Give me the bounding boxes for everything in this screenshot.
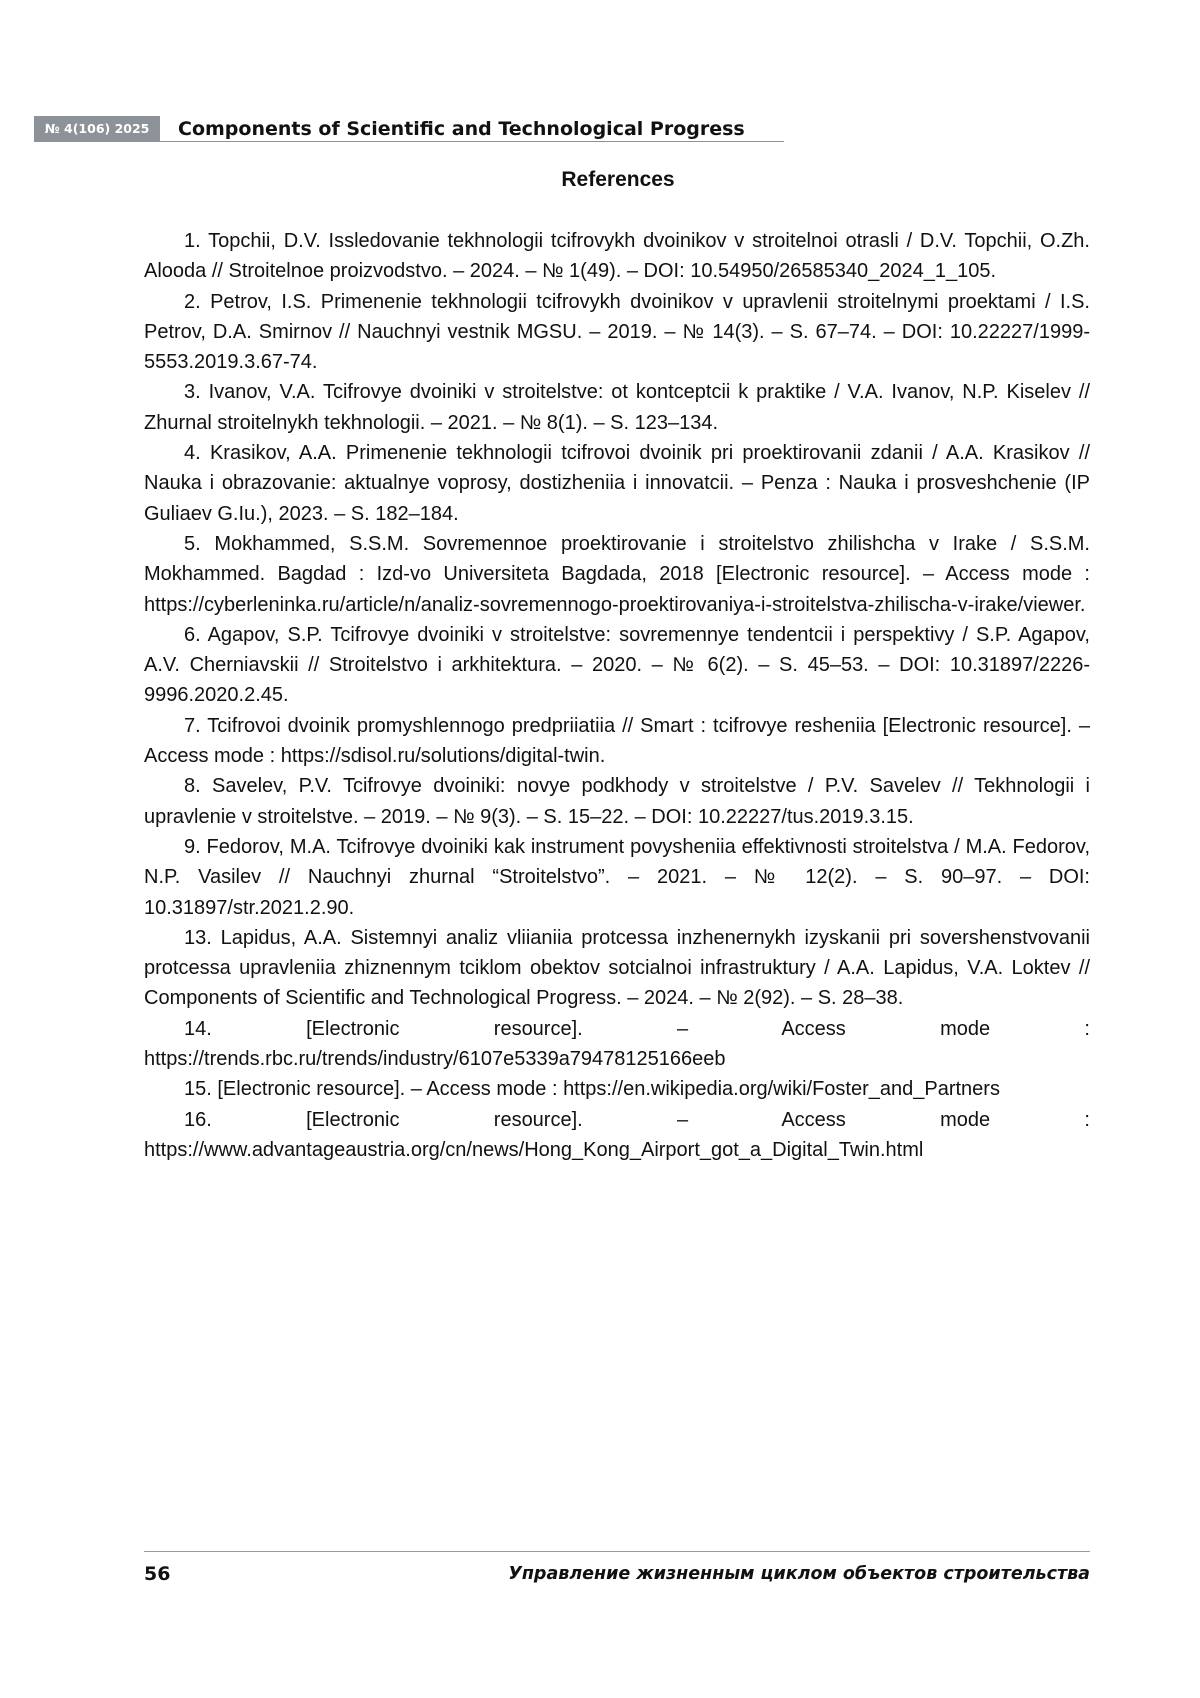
section-title: References — [561, 168, 675, 191]
reference-item: 8. Savelev, P.V. Tcifrovye dvoiniki: novye podkhody v stroitelstve / P.V. Savelev // Tekhnologii i upravlenie v stroitelstve. – 2019. – № 9(3). – S. 15–22. – DOI: 10.22227/tus.2019.3.15. — [144, 775, 1090, 828]
footer-title: Управление жизненным циклом объектов строительства — [508, 1564, 1090, 1584]
issue-badge: № 4(106) 2025 — [34, 116, 160, 142]
page-number: 56 — [144, 1563, 171, 1585]
running-header — [34, 116, 784, 142]
footer-rule — [144, 1551, 1090, 1552]
reference-item: 13. Lapidus, A.A. Sistemnyi analiz vliianiia protcessa inzhenernykh izyskanii pri sovershenstvovanii protcessa upravleniia zhiznennym tciklom obektov sotcialnoi infrastruktury / A.A. Lapidus, V.A. Loktev // Components of Scientific and Technological Progress. – 2024. – № 2(92). – S. 28–38. — [144, 926, 1090, 1010]
reference-item: 1. Topchii, D.V. Issledovanie tekhnologii tcifrovykh dvoinikov v stroitelnoi otrasli / D.V. Topchii, O.Zh. Alooda // Stroitelnoe proizvodstvo. – 2024. – № 1(49). – DOI: 10.54950/26585340_2024_1_105. — [144, 230, 1090, 283]
reference-item: 15. [Electronic resource]. – Access mode : https://en.wikipedia.org/wiki/Foster_and_Partners — [184, 1078, 1000, 1101]
reference-item: 6. Agapov, S.P. Tcifrovye dvoiniki v stroitelstve: sovremennye tendentcii i perspektivy / S.P. Agapov, A.V. Cherniavskii // Stroitelstvo i arkhitektura. – 2020. – № 6(2). – S. 45–53. – DOI: 10.31897/2226-9996.2020.2.45. — [144, 623, 1090, 707]
reference-item: 5. Mokhammed, S.S.M. Sovremennoe proektirovanie i stroitelstvo zhilishcha v Irake / S.S.M. Mokhammed. Bagdad : Izd-vo Universiteta Bagdada, 2018 [Electronic resource]. – Access mode : https://cyberleninka.ru/article/n/analiz-sovremennogo-proektirovaniya-i-stroitelstva-zhilischa-v-irake/viewer. — [144, 532, 1090, 616]
reference-item: 7. Tcifrovoi dvoinik promyshlennogo predpriiatiia // Smart : tcifrovye resheniia [Electronic resource]. – Access mode : https://sdisol.ru/solutions/digital-twin. — [144, 714, 1090, 768]
reference-item: 14. [Electronic resource]. – Access mode : https://trends.rbc.ru/trends/industry/6107e5339a79478125166eeb — [144, 1017, 1090, 1071]
reference-item: 4. Krasikov, A.A. Primenenie tekhnologii tcifrovoi dvoinik pri proektirovanii zdanii / A.A. Krasikov // Nauka i obrazovanie: aktualnye voprosy, dostizheniia i innovatcii. – Penza : Nauka i prosveshchenie (IP Guliaev G.Iu.), 2023. – S. 182–184. — [144, 442, 1090, 525]
reference-list — [144, 226, 1090, 1165]
reference-item: 16. [Electronic resource]. – Access mode : https://www.advantageaustria.org/cn/news/Hong_Kong_Airport_got_a_Digital_Twin.html — [144, 1108, 1090, 1161]
reference-item: 3. Ivanov, V.A. Tcifrovye dvoiniki v stroitelstve: ot kontceptcii k praktike / V.A. Ivanov, N.P. Kiselev // Zhurnal stroitelnykh tekhnologii. – 2021. – № 8(1). – S. 123–134. — [144, 381, 1090, 434]
reference-item: 9. Fedorov, M.A. Tcifrovye dvoiniki kak instrument povysheniia effektivnosti stroitelstva / M.A. Fedorov, N.P. Vasilev // Nauchnyi zhurnal “Stroitelstvo”. – 2021. – № 12(2). – S. 90–97. – DOI: 10.31897/str.2021.2.90. — [144, 835, 1090, 919]
reference-item: 2. Petrov, I.S. Primenenie tekhnologii tcifrovykh dvoinikov v upravlenii stroitelnymi proektami / I.S. Petrov, D.A. Smirnov // Nauchnyi vestnik MGSU. – 2019. – № 14(3). – S. 67–74. – DOI: 10.22227/1999-5553.2019.3.67-74. — [144, 290, 1090, 374]
journal-title: Components of Scientific and Technological Progress — [178, 118, 745, 140]
